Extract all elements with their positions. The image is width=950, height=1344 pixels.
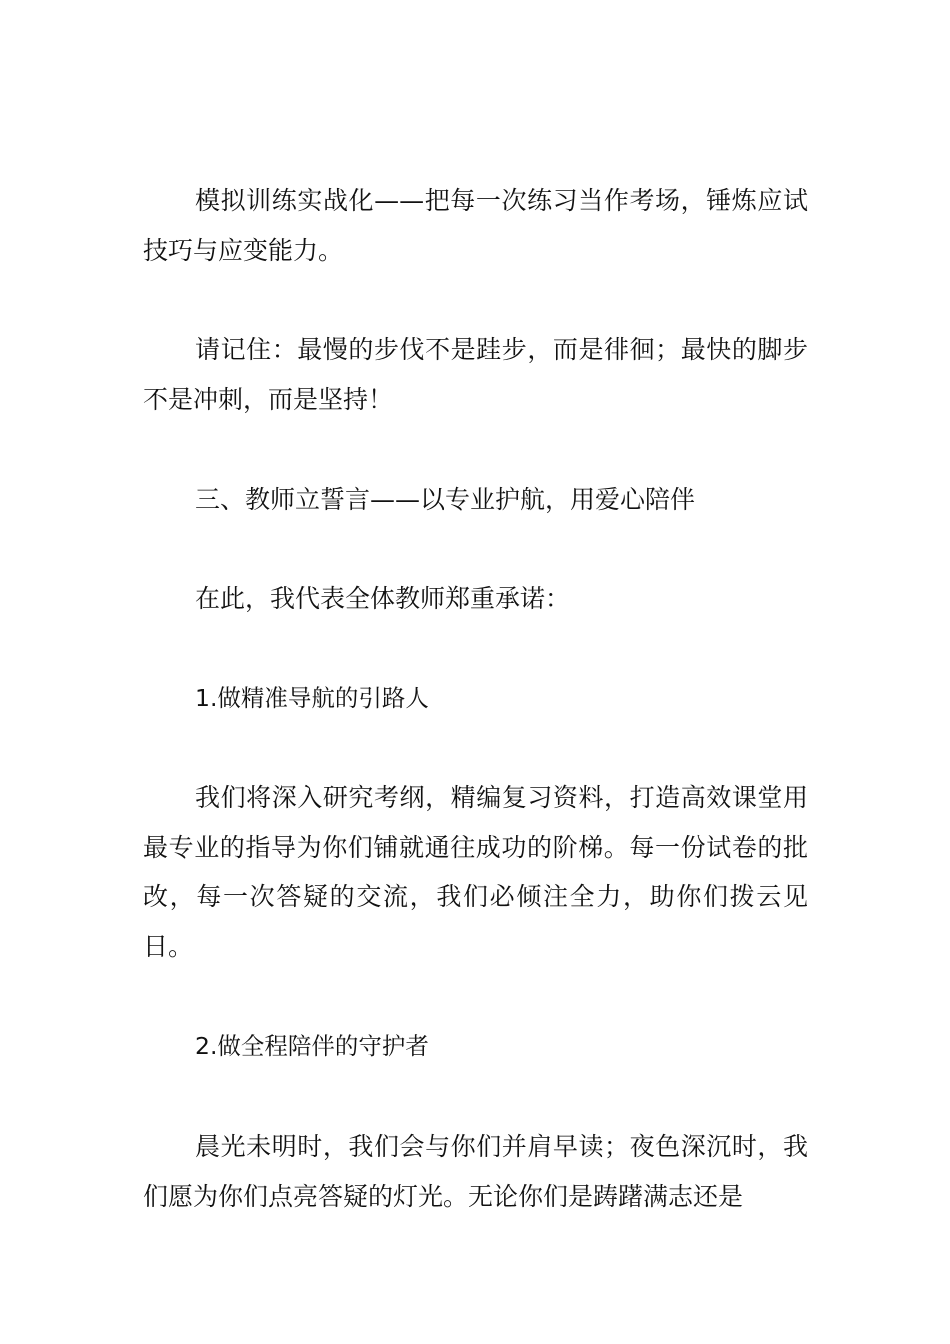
subheading-guardian: 2.做全程陪伴的守护者 bbox=[195, 1032, 429, 1060]
subheading-guide: 1.做精准导航的引路人 bbox=[195, 684, 429, 712]
paragraph-pledge-intro: 在此，我代表全体教师郑重承诺： bbox=[195, 584, 571, 613]
paragraph-mock-training: 模拟训练实战化——把每一次练习当作考场，锤炼应试技巧与应变能力。 bbox=[143, 186, 808, 265]
paragraph-guardian-body: 晨光未明时，我们会与你们并肩早读；夜色深沉时，我们愿为你们点亮答疑的灯光。无论你们是踌躇满志还是 bbox=[143, 1132, 808, 1211]
paragraph-remember: 请记住：最慢的步伐不是跬步，而是徘徊；最快的脚步不是冲刺，而是坚持！ bbox=[143, 335, 808, 414]
paragraph-guide-body: 我们将深入研究考纲，精编复习资料，打造高效课堂用最专业的指导为你们铺就通往成功的阶梯。每一份试卷的批改，每一次答疑的交流，我们必倾注全力，助你们拨云见日。 bbox=[143, 783, 808, 961]
section-heading-teacher-pledge: 三、教师立誓言——以专业护航，用爱心陪伴 bbox=[195, 485, 696, 514]
